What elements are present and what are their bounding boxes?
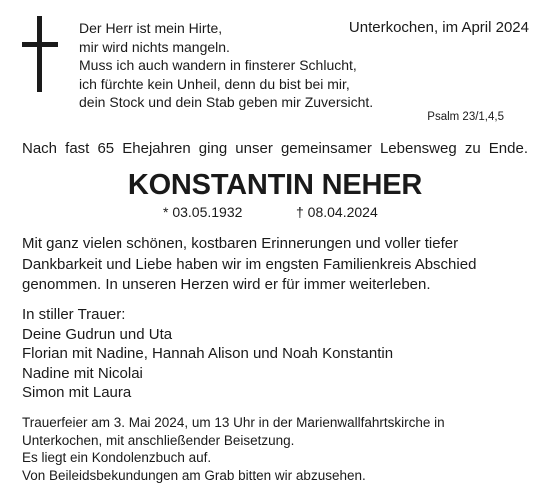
mourners-heading: In stiller Trauer: bbox=[22, 306, 126, 323]
psalm-verse bbox=[79, 19, 373, 112]
service-line: Es liegt ein Kondolenzbuch auf. bbox=[22, 450, 212, 465]
death-date: † 08.04.2024 bbox=[296, 204, 378, 220]
cross-icon bbox=[22, 16, 58, 92]
psalm-reference: Psalm 23/1,4,5 bbox=[427, 111, 504, 123]
birth-date: * 03.05.1932 bbox=[163, 204, 243, 220]
memory-line: genommen. In unseren Herzen wird er für immer weiterleben. bbox=[22, 276, 431, 293]
psalm-line: ich fürchte kein Unheil, denn du bist bei mir, bbox=[79, 75, 350, 92]
memory-line: Dankbarkeit und Liebe haben wir im engsten Familienkreis Abschied bbox=[22, 255, 477, 273]
memory-line: Mit ganz vielen schönen, kostbaren Erinnerungen und voller tiefer bbox=[22, 235, 459, 252]
deceased-name: KONSTANTIN NEHER bbox=[127, 169, 423, 201]
funeral-service-info bbox=[22, 414, 445, 484]
mourner-entry: Nadine mit Nicolai bbox=[22, 364, 143, 382]
psalm-line: dein Stock und dein Stab geben mir Zuversicht. bbox=[79, 94, 374, 110]
service-line: Trauerfeier am 3. Mai 2024, um 13 Uhr in der Marienwallfahrtskirche in bbox=[22, 415, 445, 430]
mourner-entry: Florian mit Nadine, Hannah Alison und Noah Konstantin bbox=[22, 345, 394, 362]
psalm-line: Der Herr ist mein Hirte, bbox=[79, 20, 223, 36]
mourner-entry: Simon mit Laura bbox=[22, 384, 132, 401]
service-line: Unterkochen, mit anschließender Beisetzung. bbox=[22, 432, 295, 448]
service-line: Von Beileidsbekundungen am Grab bitten wir abzusehen. bbox=[22, 467, 366, 483]
memory-text bbox=[22, 234, 476, 296]
mourner-entry: Deine Gudrun und Uta bbox=[22, 325, 173, 343]
psalm-line: Muss ich auch wandern in finsterer Schlucht, bbox=[79, 57, 357, 73]
place-and-date: Unterkochen, im April 2024 bbox=[348, 19, 529, 36]
psalm-line: mir wird nichts mangeln. bbox=[79, 38, 230, 55]
intro-text: Nach fast 65 Ehejahren ging unser gemeinsamer Lebensweg zu Ende. bbox=[22, 140, 528, 157]
mourners-list bbox=[22, 305, 393, 403]
